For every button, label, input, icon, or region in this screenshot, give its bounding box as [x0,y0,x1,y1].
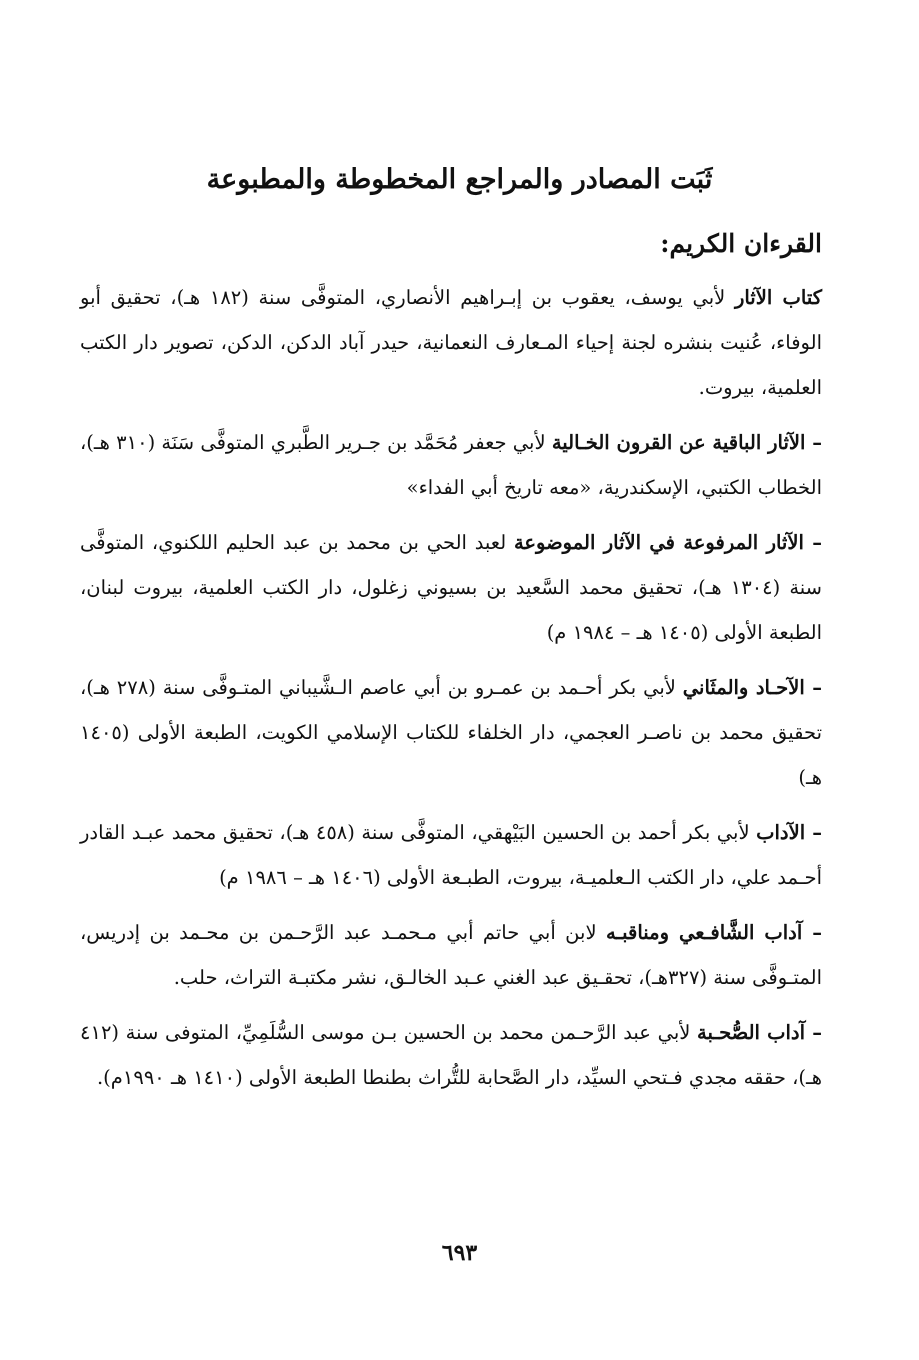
entry-book-title: الآثار المرفوعة في الآثار الموضوعة [513,531,804,554]
entry-book-title: آداب الصُّحـبة [697,1021,806,1044]
bibliography-entry [80,1010,822,1100]
entry-details: لأبي جعفر مُحَمَّد بن جـرير الطَّبري المتوفَّى سَنَة (٣١٠ هـ)، الخطاب الكتبي، الإسكندرية، «معه تاريخ أبي الفداء» [80,431,822,499]
entry-dash: – [805,1021,823,1044]
entry-dash: – [805,431,823,454]
bibliography-body [80,275,822,1110]
entry-book-title: الآحـاد والمثَاني [682,676,805,699]
entry-dash: – [802,921,823,944]
bibliography-entry [80,910,822,1000]
entry-details: لابن أبي حاتم أبي مـحمـد عبد الرَّحـمن بن محـمد بن إدريس، المتـوفَّى سنة (٣٢٧هـ)، تحقـيق عبد الغني عـبد الخالـق، نشر مكتبـة التراث، حلب. [80,921,822,989]
entry-book-title: كتاب الآثار [734,286,823,309]
entry-details: لأبي بكر أحمد بن الحسين البَيْهقي، المتوفَّى سنة (٤٥٨ هـ)، تحقيق محمد عبـد القادر أحـمد علي، دار الكتب الـعلميـة، بيروت، الطبـعة الأولى (١٤٠٦ هـ – ١٩٨٦ م) [80,821,822,889]
page-number: ٦٩٣ [441,1240,478,1266]
bibliography-entry [80,810,822,900]
entry-details: لعبد الحي بن محمد بن عبد الحليم اللكنوي، المتوفَّى سنة (١٣٠٤ هـ)، تحقيق محمد السَّعيد بن بسيوني زغلول، دار الكتب العلمية، بيروت لبنان، الطبعة الأولى (١٤٠٥ هـ – ١٩٨٤ م) [80,531,823,644]
entry-dash: – [804,676,822,699]
bibliography-entry [80,275,822,410]
entry-details: لأبي يوسف، يعقوب بن إبـراهيم الأنصاري، المتوفَّى سنة (١٨٢ هـ)، تحقيق أبو الوفاء، عُنيت بنشره لجنة إحياء المـعارف النعمانية، حيدر آباد الدكن، الدكن، تصوير دار الكتب العلمية، بيروت. [80,286,822,399]
entry-book-title: الآثار الباقية عن القرون الخـالية [551,431,806,454]
section-heading: القرءان الكريم: [660,229,822,258]
entry-details: لأبي عبد الرَّحـمن محمد بن الحسين بـن موسى السُّلَمِيِّ، المتوفى سنة (٤١٢ هـ)، حققه مجدي فـتحي السيِّد، دار الصَّحابة للتُّراث بطنطا الطبعة الأولى (١٤١٠ هـ ١٩٩٠م). [80,1021,822,1089]
entry-details: لأبي بكر أحـمد بن عمـرو بن أبي عاصم الـشَّيباني المتـوفَّى سنة (٢٧٨ هـ)، تحقيق محمد بن ناصـر العجمي، دار الخلفاء للكتاب الإسلامي الكويت، الطبعة الأولى (١٤٠٥ هـ) [80,676,822,789]
bibliography-entry [80,420,822,510]
entry-book-title: الآداب [756,821,806,844]
bibliography-entry [80,520,822,655]
entry-dash: – [803,531,822,554]
entry-book-title: آداب الشَّافـعي ومناقبـه [605,921,803,944]
entry-dash: – [805,821,822,844]
bibliography-entry [80,665,822,800]
page-title: ثَبَت المصادر والمراجع المخطوطة والمطبوعة [206,164,713,195]
